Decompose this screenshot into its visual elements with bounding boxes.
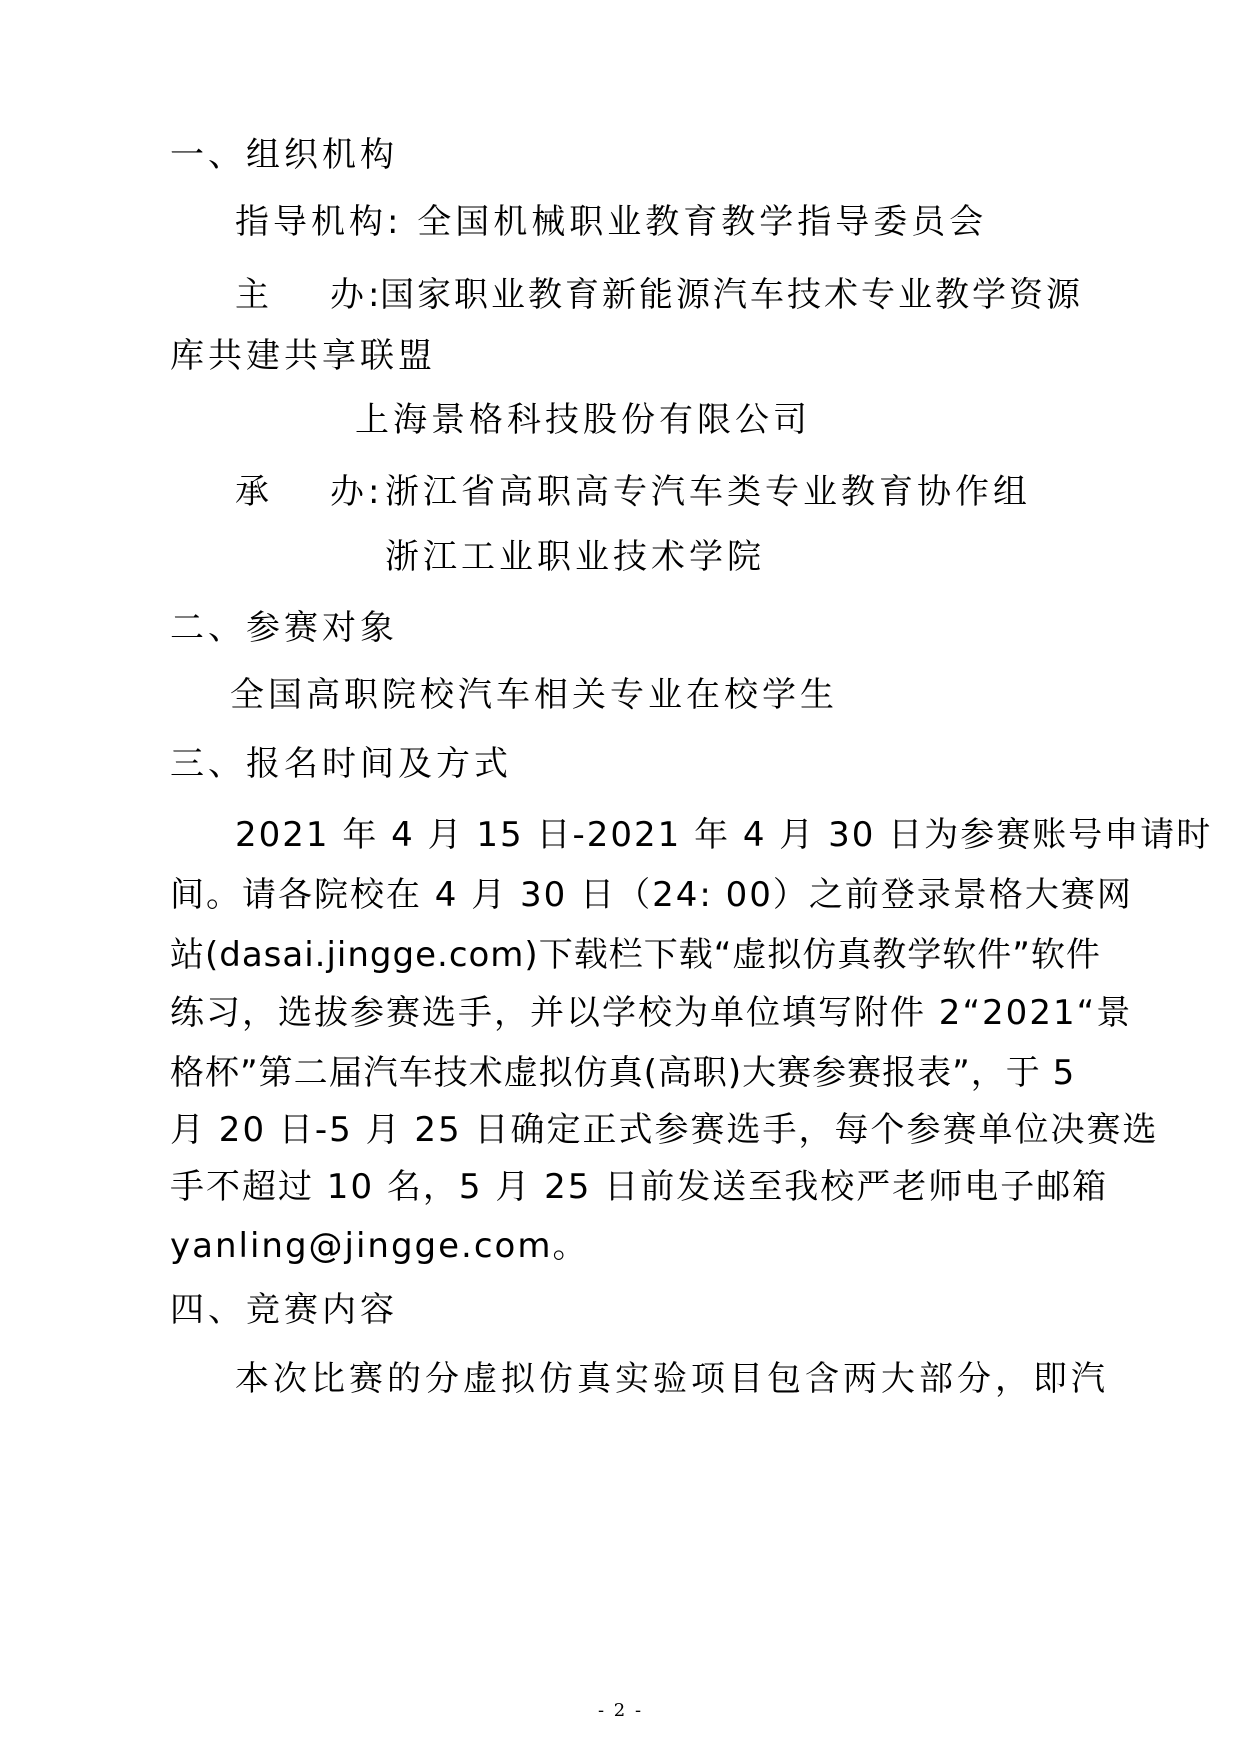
content-intro: 本次比赛的分虚拟仿真实验项目包含两大部分，即汽 bbox=[235, 1359, 1109, 1399]
section-heading-content: 四、竞赛内容 bbox=[170, 1290, 398, 1330]
host-org-2: 上海景格科技股份有限公司 bbox=[355, 400, 811, 440]
organizer-label-1: 承 bbox=[235, 472, 273, 512]
host-org-line2: 库共建共享联盟 bbox=[170, 336, 436, 376]
registration-line-7: 手不超过 10 名，5 月 25 日前发送至我校严老师电子邮箱 bbox=[170, 1167, 1109, 1207]
registration-line-4: 练习，选拔参赛选手，并以学校为单位填写附件 2“2021“景 bbox=[170, 993, 1133, 1033]
host-label-1: 主 bbox=[235, 275, 273, 315]
organizer-label-2: 办: bbox=[330, 472, 384, 512]
organizer-org-1: 浙江省高职高专汽车类专业教育协作组 bbox=[385, 472, 1031, 512]
host-org-line1: 国家职业教育新能源汽车技术专业教学资源 bbox=[380, 275, 1083, 315]
registration-line-3: 站(dasai.jingge.com)下载栏下载“虚拟仿真教学软件”软件 bbox=[170, 935, 1101, 975]
page-number: - 2 - bbox=[597, 1700, 644, 1721]
organizer-org-2: 浙江工业职业技术学院 bbox=[385, 537, 765, 577]
guidance-organization: 指导机构: 全国机械职业教育教学指导委员会 bbox=[235, 202, 988, 242]
host-label-2: 办: bbox=[330, 275, 384, 315]
registration-line-8: yanling@jingge.com。 bbox=[170, 1226, 589, 1266]
registration-line-2: 间。请各院校在 4 月 30 日（24: 00）之前登录景格大赛网 bbox=[170, 875, 1133, 915]
section-heading-registration: 三、报名时间及方式 bbox=[170, 744, 512, 784]
registration-line-1: 2021 年 4 月 15 日-2021 年 4 月 30 日为参赛账号申请时 bbox=[235, 815, 1213, 855]
section-heading-participants: 二、参赛对象 bbox=[170, 608, 398, 648]
participants-text: 全国高职院校汽车相关专业在校学生 bbox=[230, 675, 838, 715]
registration-line-5: 格杯”第二届汽车技术虚拟仿真(高职)大赛参赛报表”，于 5 bbox=[170, 1053, 1076, 1093]
section-heading-organization: 一、组织机构 bbox=[170, 135, 398, 175]
registration-line-6: 月 20 日-5 月 25 日确定正式参赛选手，每个参赛单位决赛选 bbox=[170, 1110, 1159, 1150]
